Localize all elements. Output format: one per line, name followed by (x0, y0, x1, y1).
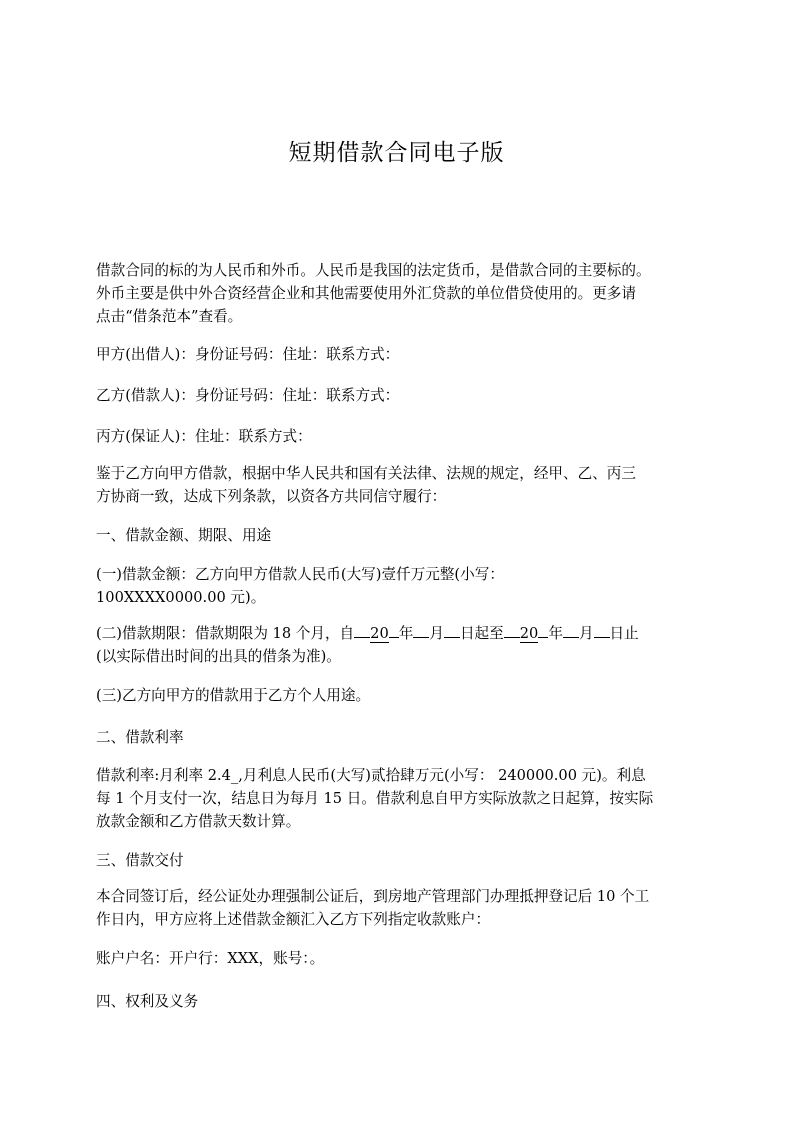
clause-1-2-line-2: (以实际借出时间的出具的借条为准)。 (96, 648, 341, 665)
blank-field (563, 637, 579, 638)
month-label-end: 月 (578, 625, 594, 642)
clause-1-1 (96, 563, 704, 609)
blank-field (444, 637, 460, 638)
account-line (96, 947, 704, 970)
blank-field (594, 637, 610, 638)
party-b-text: 乙方(借款人)：身份证号码：住址：联系方式： (96, 387, 400, 404)
intro-line-1: 借款合同的标的为人民币和外币。人民币是我国的法定货币，是借款合同的主要标的。 (96, 262, 651, 279)
blank-field (413, 637, 429, 638)
interest-line-3: 放款金额和乙方借款天数计算。 (96, 813, 301, 830)
loan-term-text: (二)借款期限：借款期限为 18 个月，自 (96, 625, 355, 642)
delivery-line-2: 作日内，甲方应将上述借款金额汇入乙方下列指定收款账户： (96, 911, 491, 928)
preamble-line-1: 鉴于乙方向甲方借款，根据中华人民共和国有关法律、法规的规定，经甲、乙、丙三 (96, 465, 636, 482)
party-a-line (96, 343, 704, 366)
party-c-text: 丙方(保证人)：住址：联系方式： (96, 428, 312, 445)
document-title: 短期借款合同电子版 (288, 140, 505, 166)
interest-paragraph (96, 764, 704, 833)
year-label-end: 年 (548, 625, 563, 642)
blank-field (389, 637, 399, 638)
blank-field (354, 637, 370, 638)
account-text: 账户户名：开户行：XXX，账号：。 (96, 950, 325, 967)
section-2-heading (96, 726, 704, 749)
clause-1-2-line-1 (96, 622, 704, 645)
section-1-heading-text: 一、借款金额、期限、用途 (96, 527, 272, 544)
delivery-line-1: 本合同签订后，经公证处办理强制公证后，到房地产管理部门办理抵押登记后 10 个工 (96, 888, 650, 905)
party-c-line (96, 425, 704, 448)
year-prefix-start: 20 (370, 625, 389, 642)
interest-line-2: 每 1 个月支付一次，结息日为每月 15 日。借款利息自甲方实际放款之日起算，按实际 (96, 790, 654, 807)
intro-line-3: 点击“借条范本”查看。 (96, 308, 243, 325)
section-4-heading-text: 四、权利及义务 (96, 993, 199, 1010)
preamble-line-2: 方协商一致，达成下列条款，以资各方共同信守履行： (96, 488, 447, 505)
interest-line-1: 借款利率:月利率 2.4_,月利息人民币(大写)贰拾肆万元(小写： 240000.00 元)。利息 (96, 767, 646, 784)
party-a-text: 甲方(出借人)：身份证号码：住址：联系方式： (96, 346, 400, 363)
party-b-line (96, 384, 704, 407)
intro-line-2: 外币主要是供中外合资经营企业和其他需要使用外汇贷款的单位借贷使用的。更多请 (96, 285, 636, 302)
clause-1-3-text: (三)乙方向甲方的借款用于乙方个人用途。 (96, 687, 371, 704)
section-3-heading (96, 849, 704, 872)
section-3-heading-text: 三、借款交付 (96, 852, 184, 869)
clause-1-1-line-1: (一)借款金额：乙方向甲方借款人民币(大写)壹仟万元整(小写： (96, 566, 504, 583)
year-prefix-end: 20 (519, 625, 539, 642)
day-label-end: 日止 (609, 625, 639, 642)
preamble-paragraph (96, 462, 704, 508)
section-4-heading (96, 990, 704, 1013)
day-label-start: 日起至 (459, 625, 504, 642)
blank-field (538, 637, 548, 638)
intro-paragraph (96, 259, 704, 328)
clause-1-2 (96, 622, 704, 668)
clause-1-3 (96, 684, 704, 707)
blank-field (504, 637, 520, 638)
section-2-heading-text: 二、借款利率 (96, 729, 184, 746)
month-label-start: 月 (429, 625, 444, 642)
delivery-paragraph (96, 885, 704, 931)
year-label-start: 年 (398, 625, 414, 642)
clause-1-1-line-2: 100XXXX0000.00 元)。 (96, 589, 266, 606)
section-1-heading (96, 524, 704, 547)
